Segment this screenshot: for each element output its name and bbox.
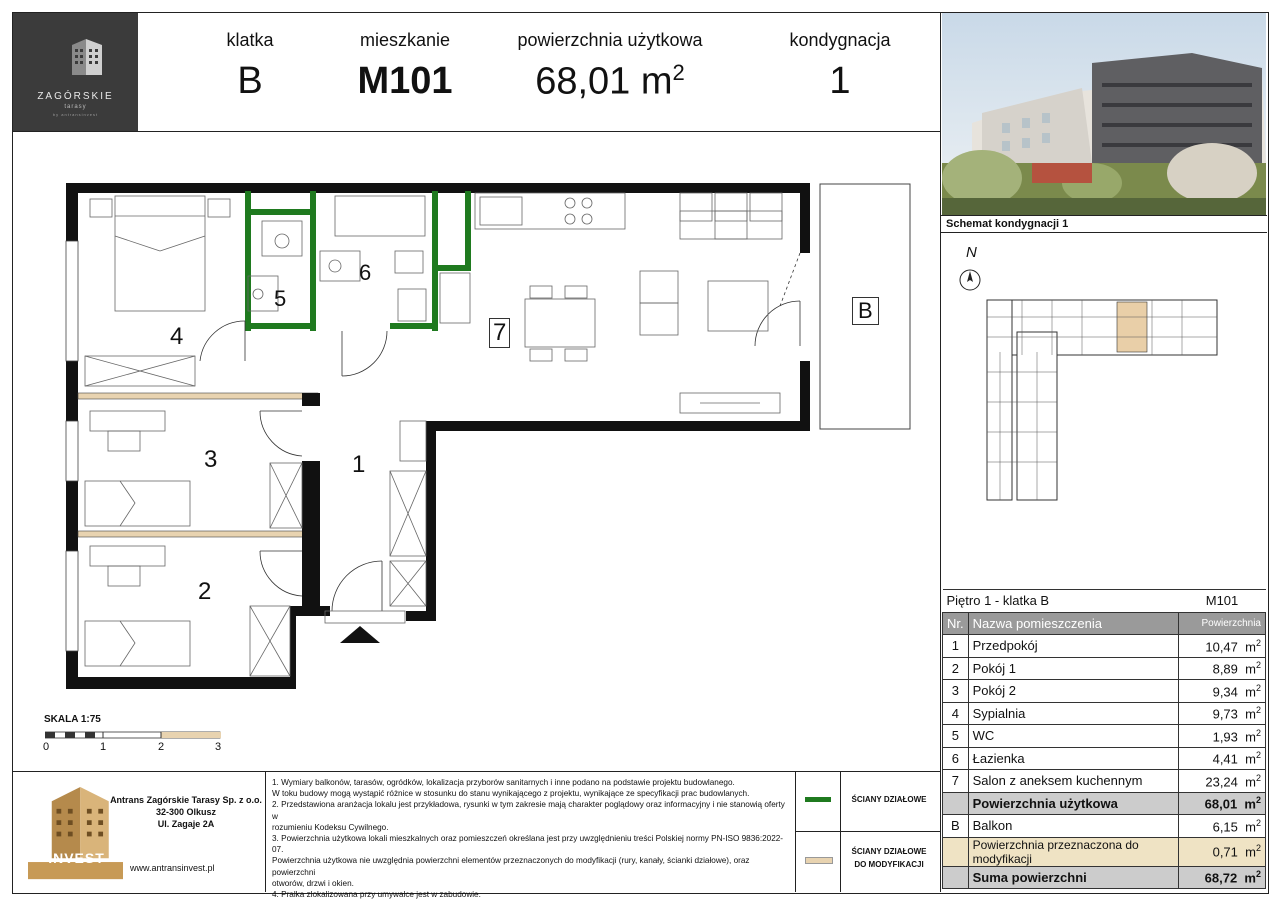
row-unit: m [1245,773,1256,789]
row-nr: 4 [943,702,969,725]
legend-modification-label-1: ŚCIANY DZIAŁOWE [851,847,927,856]
apartment-label: mieszkanie [359,30,451,50]
entrance-arrow-icon [340,626,380,643]
usable-unit: m [1244,796,1256,812]
modification-name: Powierzchnia przeznaczona do modyfikacji [968,837,1178,866]
row-name: Pokój 2 [968,680,1178,703]
col-area: Powierzchnia [1179,612,1266,635]
balcony-unit: m [1245,818,1256,834]
legend-modification-swatch [805,857,833,864]
table-row [943,680,1266,703]
usable-area-row [943,792,1266,815]
floor-label: kondygnacja [789,30,891,50]
modification-area [1179,837,1266,866]
room-7-label: 7 [489,318,510,348]
compass-icon [958,268,982,292]
row-nr: 3 [943,680,969,703]
floor-keyplan [942,292,1266,512]
note-line: W toku budowy mogą wystąpić różnice w stosunku do stanu wynikającego z projektu, wynikające ze specyfikacji prac budowlanych. [272,789,750,799]
row-nr: 2 [943,657,969,680]
photo-caption-line [941,215,1267,216]
row-unit: m [1245,661,1256,677]
building-rendering [942,13,1266,215]
row-area-value: 4,41 [1212,751,1238,767]
footer-divider [12,771,940,772]
total-name: Suma powierzchni [968,866,1178,889]
row-unit: m [1245,706,1256,722]
modification-area-value: 0,71 [1212,844,1238,860]
logo-sub: tarasy [64,104,87,110]
balcony-unit-sup: 2 [1255,817,1261,828]
scale-bar [45,730,225,740]
room-2-label: 2 [198,578,212,605]
table-row [943,725,1266,748]
floor-value: 1 [829,60,851,102]
total-area-value: 68,72 [1204,870,1238,886]
company-city: 32-300 Olkusz [155,807,217,817]
row-nr: 1 [943,635,969,658]
total-row [943,866,1266,889]
keyplan-top-line [941,232,1267,233]
notes-block [272,777,792,900]
row-name: Przedpokój [968,635,1178,658]
modification-unit: m [1245,844,1256,860]
table-title-row [943,590,1266,613]
row-area-value: 10,47 [1205,638,1238,654]
note-line: rozumieniu Kodeksu Cywilnego. [272,822,389,832]
row-unit-sup: 2 [1255,637,1261,648]
table-title: Piętro 1 - klatka B [943,590,1179,613]
table-row [943,747,1266,770]
row-area [1179,747,1266,770]
company-name: Antrans Zagórskie Tarasy Sp. z o.o. [110,795,262,805]
footer-logo-divider [265,771,266,892]
balcony-nr: B [943,815,969,838]
footer-legend-mid [796,831,940,832]
room-6-label: 6 [359,260,372,285]
modification-nr [943,837,969,866]
apartment-value: M101 [357,60,453,102]
building-logo-icon [64,35,110,79]
usable-nr [943,792,969,815]
row-area-value: 1,93 [1212,728,1238,744]
note-line: 2. Przedstawiona aranżacja lokalu jest przykładowa, rysunki w tym zakresie mają charakter poglądowy oraz informacyjny i nie stanowią oferty w [272,800,785,821]
table-row [943,635,1266,658]
row-unit: m [1245,683,1256,699]
note-line: 4. Pralka zlokalizowana przy umywalce jest w zabudowie. [272,890,481,900]
table-header-row [943,612,1266,635]
scale-tick-0: 0 [43,741,50,753]
compass-label: N [966,244,977,261]
col-name: Nazwa pomieszczenia [968,612,1178,635]
room-1-label: 1 [352,451,366,478]
legend-partition-swatch [805,797,831,802]
row-name: Pokój 1 [968,657,1178,680]
row-area [1179,635,1266,658]
row-unit-sup: 2 [1255,772,1261,783]
logo-tagline: by antransinvest [52,112,99,117]
table-row [943,657,1266,680]
right-column-divider [940,12,941,892]
table-row [943,770,1266,793]
row-area [1179,725,1266,748]
table-row [943,702,1266,725]
photo-caption: Schemat kondygnacji 1 [946,218,1069,230]
area-value-text: 68,01 m [535,60,673,103]
developer-logo-text: INVEST [48,850,105,866]
row-area-value: 9,34 [1212,683,1238,699]
total-area [1179,866,1266,889]
usable-area-value: 68,01 [1204,796,1238,812]
total-nr [943,866,969,889]
row-unit: m [1245,728,1256,744]
row-unit-sup: 2 [1255,705,1261,716]
note-line: otworów, drzwi i okien. [272,878,354,888]
room-4-label: 4 [170,323,184,350]
row-area [1179,702,1266,725]
row-unit-sup: 2 [1255,727,1261,738]
table-title-code: M101 [1179,590,1266,613]
room-area-table [942,589,1266,889]
row-nr: 7 [943,770,969,793]
area-value [505,60,715,104]
balcony-area-value: 6,15 [1212,818,1238,834]
note-line: Powierzchnia użytkowa nie uwzględnia powierzchni elementów przeznaczonych do modyfikacji (rury, kanały, ścianki działowe), oraz powierzchni [272,856,750,877]
company-info [106,794,266,830]
row-unit-sup: 2 [1255,750,1261,761]
note-line: 3. Powierzchnia użytkowa lokali mieszkalnych oraz pomieszczeń określana jest przy uwzględnieniu treści Polskiej normy PN-ISO 9836:2022-07. [272,834,784,855]
company-website[interactable]: www.antransinvest.pl [130,863,215,873]
row-name: WC [968,725,1178,748]
stairwell-label: klatka [226,30,274,50]
row-unit: m [1245,751,1256,767]
usable-name: Powierzchnia użytkowa [968,792,1178,815]
balcony-area [1179,815,1266,838]
total-unit-sup: 2 [1255,869,1261,880]
row-name: Sypialnia [968,702,1178,725]
balcony-row [943,815,1266,838]
legend-partition-label: ŚCIANY DZIAŁOWE [851,795,927,804]
row-area [1179,770,1266,793]
row-area-value: 8,89 [1212,661,1238,677]
scale-label: SKALA 1:75 [44,714,101,725]
balcony-label: B [852,297,879,325]
room-5-label: 5 [274,286,287,311]
row-area-value: 23,24 [1205,773,1238,789]
row-area-value: 9,73 [1212,706,1238,722]
scale-tick-1: 1 [100,741,107,753]
scale-tick-3: 3 [215,741,222,753]
row-name: Łazienka [968,747,1178,770]
modification-row [943,837,1266,866]
row-unit-sup: 2 [1255,682,1261,693]
row-nr: 6 [943,747,969,770]
usable-unit-sup: 2 [1255,795,1261,806]
balcony-name: Balkon [968,815,1178,838]
company-street: Ul. Zagaje 2A [157,819,215,829]
apartment-floor-plan [0,131,930,771]
room-3-label: 3 [204,446,218,473]
usable-area [1179,792,1266,815]
area-label: powierzchnia użytkowa [517,30,703,50]
brand-logo [13,13,138,131]
scale-tick-2: 2 [158,741,165,753]
note-line: 1. Wymiary balkonów, tarasów, ogródków, lokalizacja przyborów sanitarnych i inne podano na podstawie projektu budowlanego. [272,778,735,787]
total-unit: m [1244,870,1256,886]
modification-unit-sup: 2 [1255,843,1261,854]
area-unit-sup: 2 [672,60,685,85]
logo-name: ZAGÓRSKIE [37,91,114,102]
row-unit: m [1245,638,1256,654]
legend-modification-label-2: DO MODYFIKACJI [854,860,924,869]
row-area [1179,680,1266,703]
row-nr: 5 [943,725,969,748]
row-area [1179,657,1266,680]
row-unit-sup: 2 [1255,660,1261,671]
col-nr: Nr. [943,612,969,635]
row-name: Salon z aneksem kuchennym [968,770,1178,793]
stairwell-value: B [237,60,263,102]
